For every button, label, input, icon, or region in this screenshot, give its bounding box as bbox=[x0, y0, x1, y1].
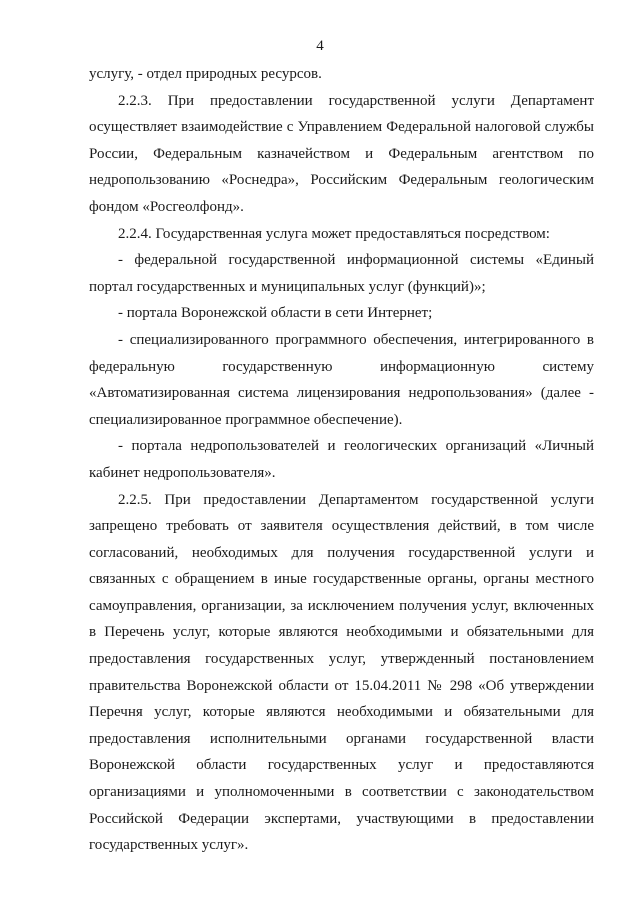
page-number: 4 bbox=[316, 38, 324, 54]
paragraph-2-2-4: 2.2.4. Государственная услуга может предоставляться посредством: bbox=[118, 225, 550, 242]
list-item-regional-portal: - портала Воронежской области в сети Интернет; bbox=[118, 305, 433, 322]
list-item-unified-portal: - федеральной государственной информационной системы «Единый портал государственных и муниципальных услуг (функций)»; bbox=[89, 252, 594, 295]
paragraph-continuation: услугу, - отдел природных ресурсов. bbox=[89, 66, 322, 82]
paragraph-2-2-5: 2.2.5. При предоставлении Департаментом государственной услуги запрещено требовать от заявителя осуществления действий, в том числе согласований, необходимых для получения государственной услуги и связанных с обращением в иные государственные органы, органы местного самоуправления, организации, за исключением получения услуг, включенных в Перечень услуг, которые являются необходимыми и обязательными для предоставления государственных услуг, утвержденный постановлением правительства Воронежской области от 15.04.2011 № 298 «Об утверждении Перечня услуг, которые являются необходимыми и обязательными для предоставления исполнительными органами государственной власти Воронежской области государственных услуг и предоставляются организациями и уполномоченными в соответствии с законодательством Российской Федерации экспертами, участвующими в предоставлении государственных услуг». bbox=[89, 491, 594, 854]
list-item-specialized-software: - специализированного программного обеспечения, интегрированного в федеральную государственную информационную систему «Автоматизированная система лицензирования недропользования» (далее - специализированное программное обеспечение). bbox=[89, 331, 594, 428]
list-item-subsoil-user-cabinet: - портала недропользователей и геологических организаций «Личный кабинет недропользователя». bbox=[89, 438, 594, 481]
document-body bbox=[89, 61, 594, 859]
paragraph-2-2-3: 2.2.3. При предоставлении государственной услуги Департамент осуществляет взаимодействие с Управлением Федеральной налоговой службы России, Федеральным казначейством и Федеральным агентством по недропользованию «Роснедра», Российским Федеральным геологическим фондом «Росгеолфонд». bbox=[89, 92, 594, 215]
